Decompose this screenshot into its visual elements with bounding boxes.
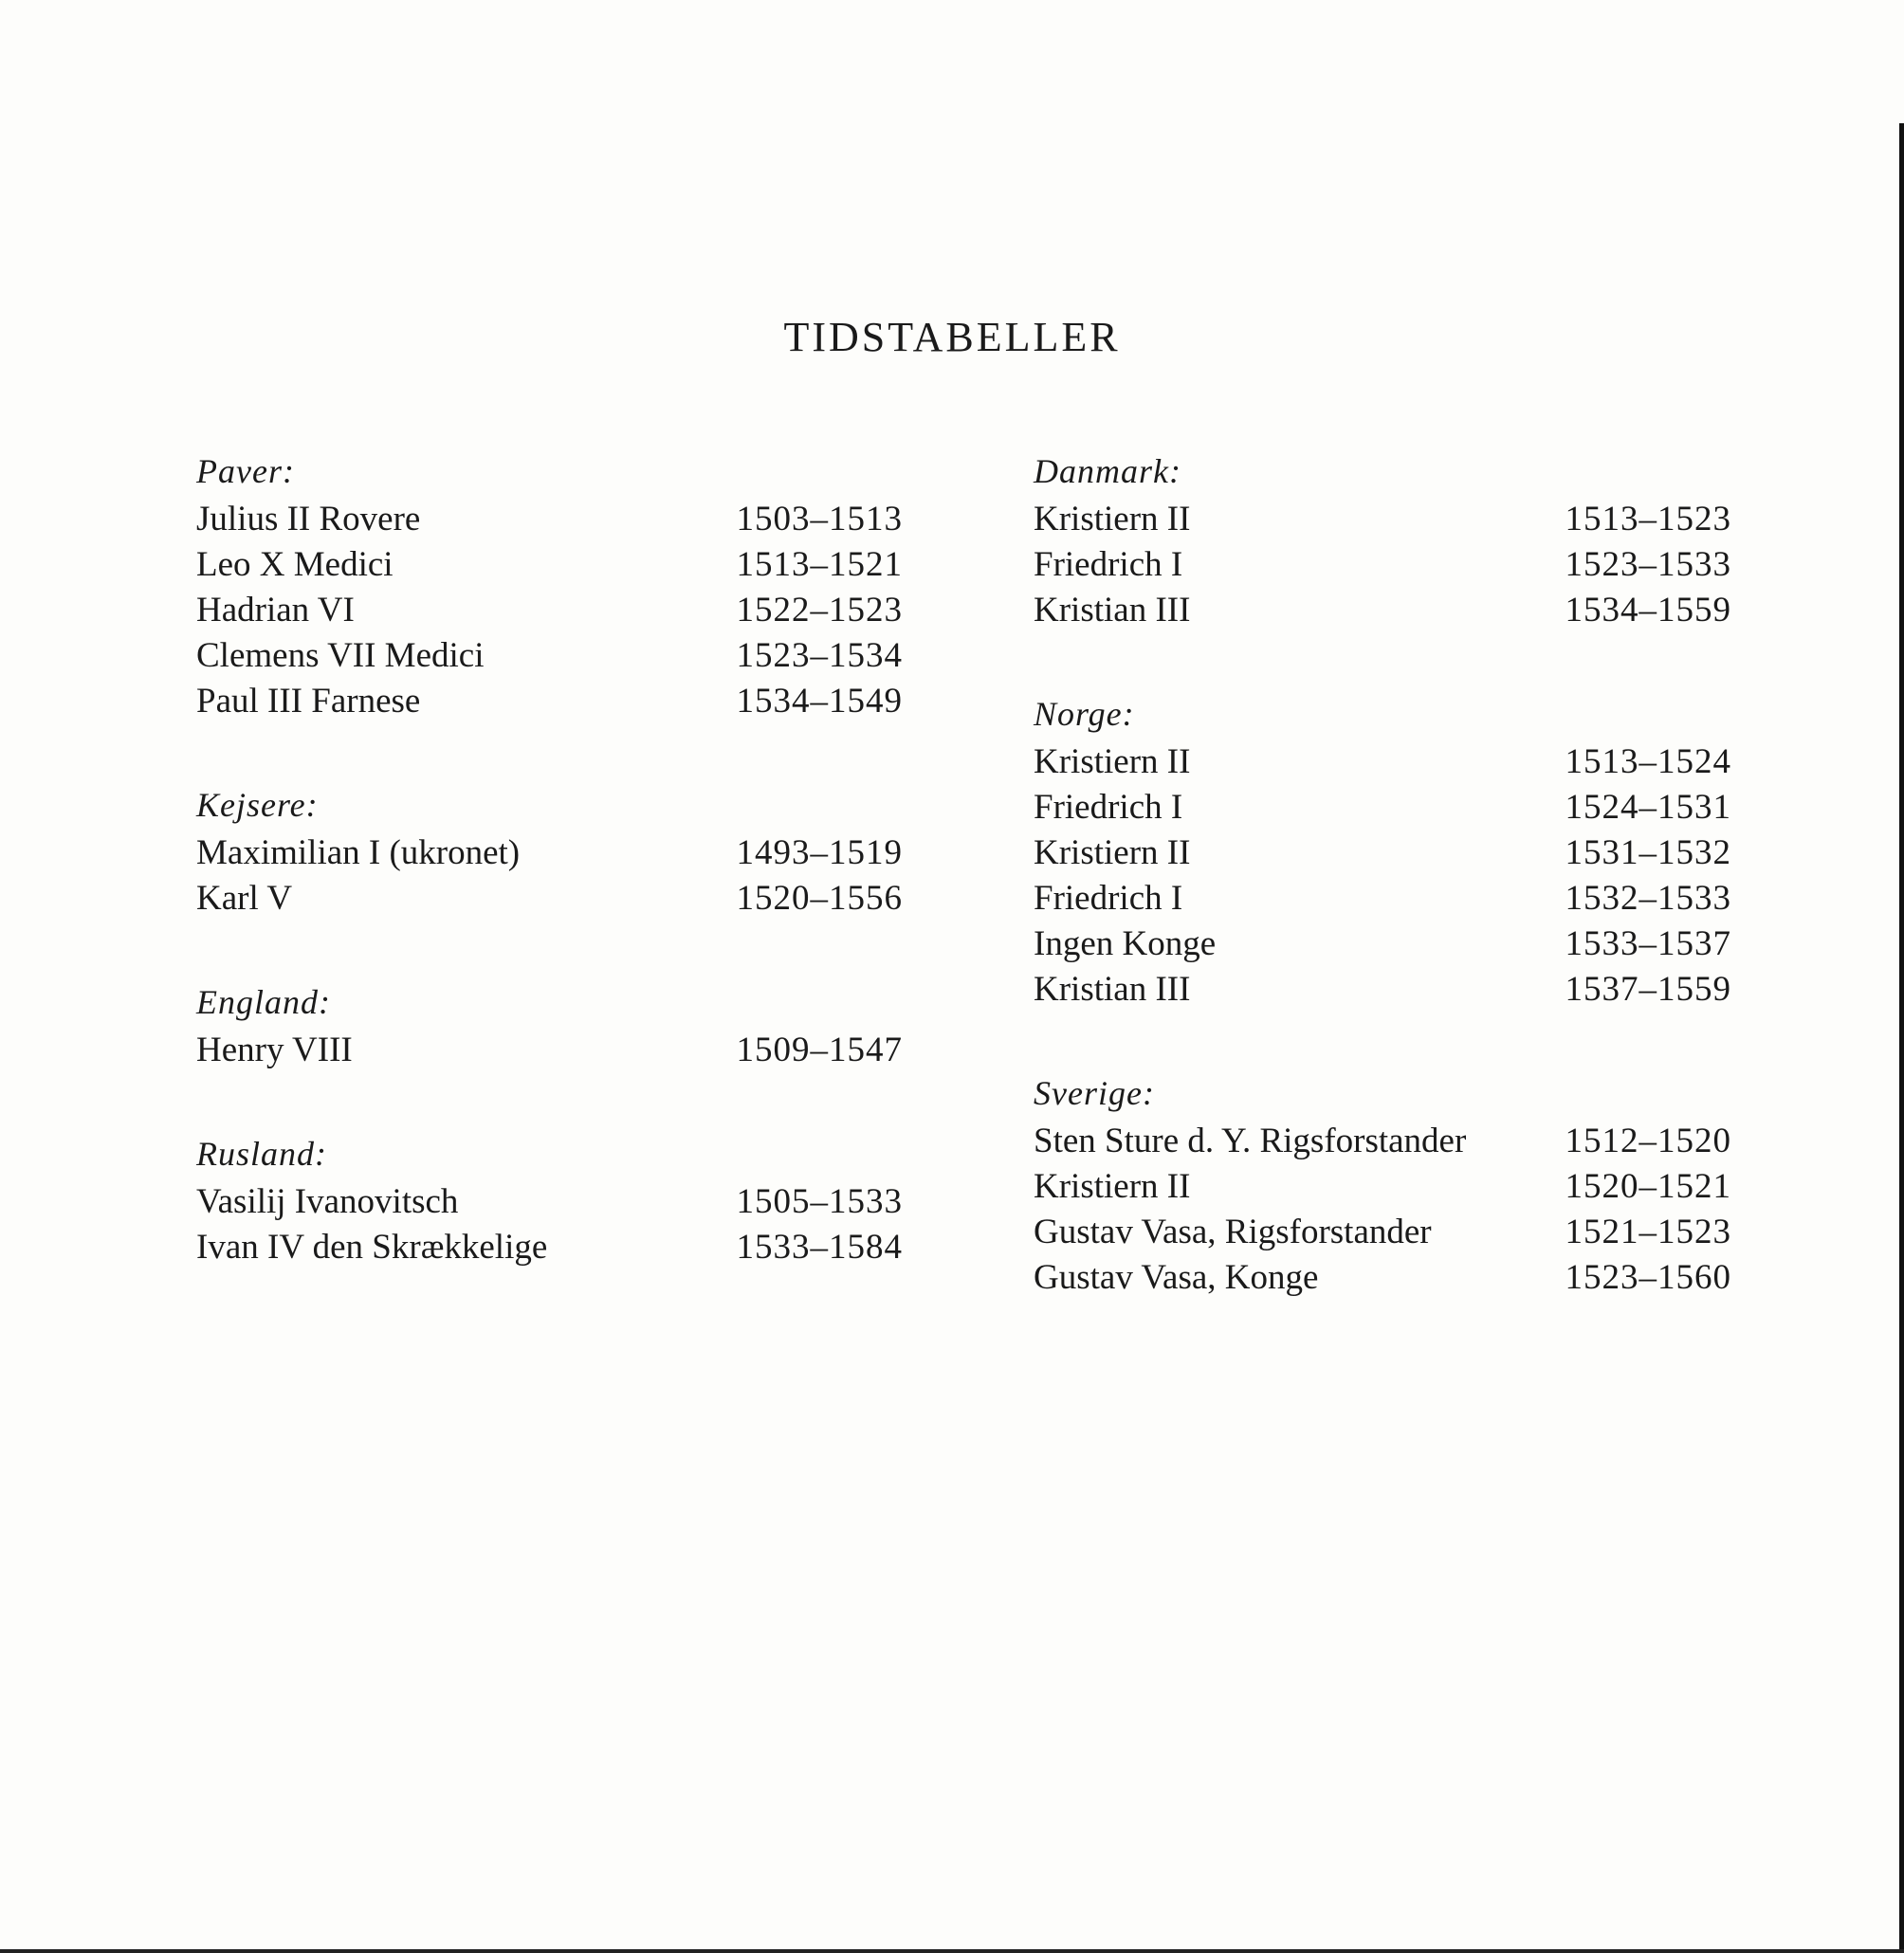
reign-years: 1505–1533	[736, 1182, 903, 1221]
right-column	[1034, 446, 1731, 1356]
section-rusland	[196, 1128, 903, 1270]
reign-years: 1520–1521	[1565, 1167, 1731, 1206]
section-heading: Norge:	[1034, 695, 1135, 733]
list-item	[196, 1225, 903, 1270]
reign-years: 1523–1533	[1565, 545, 1731, 584]
list-item	[196, 1179, 903, 1225]
list-item	[1034, 785, 1731, 830]
section-heading: Danmark:	[1034, 452, 1181, 490]
ruler-name: Kristian III	[1034, 970, 1191, 1009]
ruler-name: Friedrich I	[1034, 545, 1183, 584]
reign-years: 1532–1533	[1565, 879, 1731, 918]
page-edge-right	[1899, 123, 1904, 1953]
reign-years: 1533–1584	[736, 1228, 903, 1267]
list-item	[196, 633, 903, 679]
ruler-name: Leo X Medici	[196, 545, 394, 584]
reign-years: 1520–1556	[736, 879, 903, 918]
ruler-name: Karl V	[196, 879, 293, 918]
ruler-name: Clemens VII Medici	[196, 636, 485, 675]
list-item	[1034, 497, 1731, 542]
page-edge-bottom	[0, 1949, 1904, 1953]
section-heading: Sverige:	[1034, 1074, 1155, 1112]
list-item	[196, 497, 903, 542]
list-item	[196, 876, 903, 922]
section-danmark	[1034, 446, 1731, 633]
list-item	[196, 588, 903, 633]
list-item	[1034, 967, 1731, 1013]
reign-years: 1523–1534	[736, 636, 903, 675]
list-item	[1034, 542, 1731, 588]
reign-years: 1503–1513	[736, 500, 903, 538]
ruler-name: Sten Sture d. Y. Rigsforstander	[1034, 1122, 1467, 1160]
reign-years: 1512–1520	[1565, 1122, 1731, 1160]
left-column	[196, 446, 903, 1325]
reign-years: 1509–1547	[736, 1031, 903, 1069]
list-item	[196, 1028, 903, 1073]
reign-years: 1513–1524	[1565, 742, 1731, 781]
list-item	[1034, 1210, 1731, 1255]
ruler-name: Kristiern II	[1034, 833, 1191, 872]
list-item	[196, 542, 903, 588]
reign-years: 1537–1559	[1565, 970, 1731, 1009]
reign-years: 1522–1523	[736, 591, 903, 630]
ruler-name: Paul III Farnese	[196, 682, 421, 721]
list-item	[1034, 876, 1731, 922]
section-norge	[1034, 688, 1731, 1013]
ruler-name: Friedrich I	[1034, 788, 1183, 827]
page-title: TIDSTABELLER	[783, 314, 1121, 360]
ruler-name: Julius II Rovere	[196, 500, 421, 538]
section-kejsere	[196, 779, 903, 922]
reign-years: 1523–1560	[1565, 1258, 1731, 1297]
list-item	[1034, 1119, 1731, 1164]
ruler-name: Vasilij Ivanovitsch	[196, 1182, 459, 1221]
ruler-name: Friedrich I	[1034, 879, 1183, 918]
reign-years: 1513–1521	[736, 545, 903, 584]
ruler-name: Kristian III	[1034, 591, 1191, 630]
reign-years: 1513–1523	[1565, 500, 1731, 538]
ruler-name: Henry VIII	[196, 1031, 353, 1069]
ruler-name: Ivan IV den Skrækkelige	[196, 1228, 548, 1267]
ruler-name: Hadrian VI	[196, 591, 355, 630]
list-item	[1034, 739, 1731, 785]
section-sverige	[1034, 1068, 1731, 1301]
reign-years: 1531–1532	[1565, 833, 1731, 872]
ruler-name: Maximilian I (ukronet)	[196, 833, 521, 872]
reign-years: 1533–1537	[1565, 924, 1731, 963]
section-england	[196, 976, 903, 1073]
list-item	[1034, 1164, 1731, 1210]
reign-years: 1493–1519	[736, 833, 903, 872]
list-item	[1034, 1255, 1731, 1301]
ruler-name: Gustav Vasa, Rigsforstander	[1034, 1213, 1432, 1251]
section-heading: Paver:	[196, 452, 295, 490]
section-paver	[196, 446, 903, 724]
ruler-name: Gustav Vasa, Konge	[1034, 1258, 1319, 1297]
reign-years: 1534–1559	[1565, 591, 1731, 630]
section-heading: England:	[196, 983, 331, 1021]
reign-years: 1524–1531	[1565, 788, 1731, 827]
ruler-name: Kristiern II	[1034, 1167, 1191, 1206]
reign-years: 1521–1523	[1565, 1213, 1731, 1251]
list-item	[1034, 588, 1731, 633]
list-item	[1034, 830, 1731, 876]
list-item	[196, 830, 903, 876]
ruler-name: Ingen Konge	[1034, 924, 1217, 963]
section-heading: Kejsere:	[196, 786, 319, 824]
list-item	[196, 679, 903, 724]
reign-years: 1534–1549	[736, 682, 903, 721]
ruler-name: Kristiern II	[1034, 500, 1191, 538]
list-item	[1034, 922, 1731, 967]
ruler-name: Kristiern II	[1034, 742, 1191, 781]
section-heading: Rusland:	[196, 1135, 327, 1173]
